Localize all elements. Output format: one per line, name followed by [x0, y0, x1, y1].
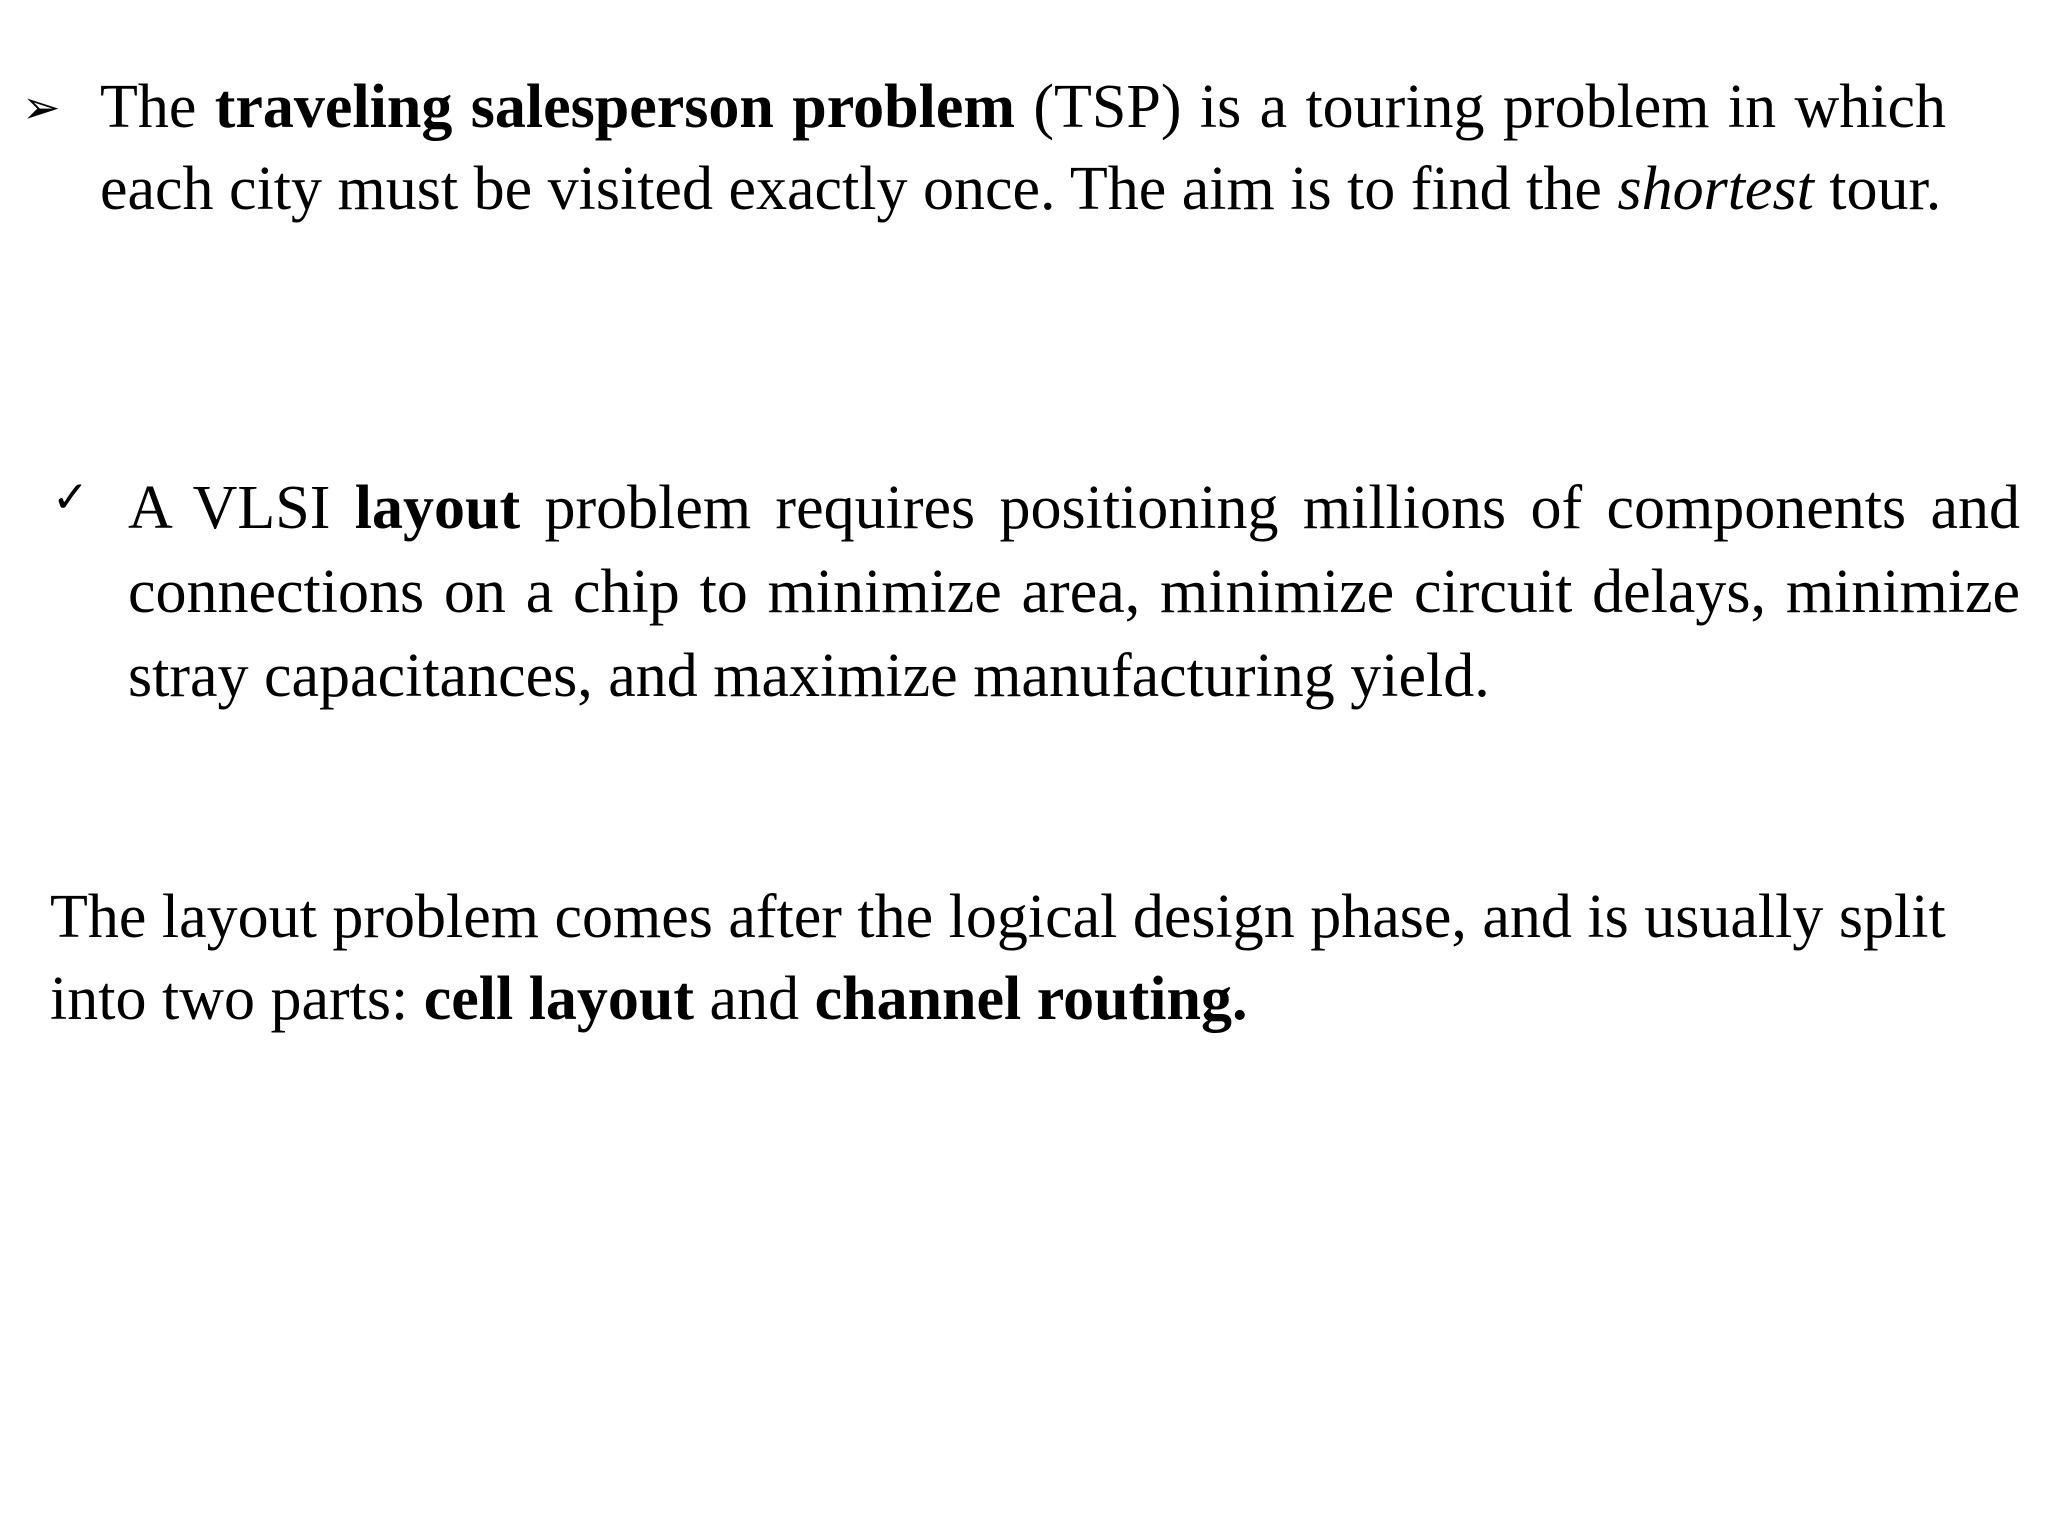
- bold-term-layout: layout: [354, 474, 521, 542]
- checkmark-bullet-icon: ✓: [52, 472, 89, 523]
- arrowhead-bullet-icon: ➢: [22, 80, 61, 134]
- bullet-vlsi: [52, 466, 2020, 718]
- text-run: (TSP) is a touring problem in which each city must be visited exactly once. The aim is to find the: [100, 73, 1947, 223]
- text-run: tour.: [1813, 155, 1942, 223]
- text-run: problem requires positioning millions of components and connections on a chip to minimize area, minimize circuit delays, minimize stray capacitances, and maximize manufacturing yield.: [128, 474, 2020, 710]
- text-run: A VLSI: [128, 474, 355, 542]
- text-run: and: [694, 965, 815, 1033]
- bold-term-cell-layout: cell layout: [423, 965, 695, 1033]
- text-run: The: [100, 73, 215, 141]
- bullet-vlsi-text: [128, 466, 2020, 718]
- layout-paragraph: [50, 876, 1950, 1040]
- text-run: The layout problem comes after the logical design phase, and is usually split into two parts:: [50, 883, 1946, 1033]
- italic-term-shortest: shortest: [1617, 155, 1814, 223]
- bullet-tsp-text: [100, 66, 1946, 230]
- bullet-tsp: [22, 66, 1946, 230]
- bold-term-channel-routing: channel routing.: [814, 965, 1248, 1033]
- bold-term-tsp: traveling salesperson problem: [214, 73, 1015, 141]
